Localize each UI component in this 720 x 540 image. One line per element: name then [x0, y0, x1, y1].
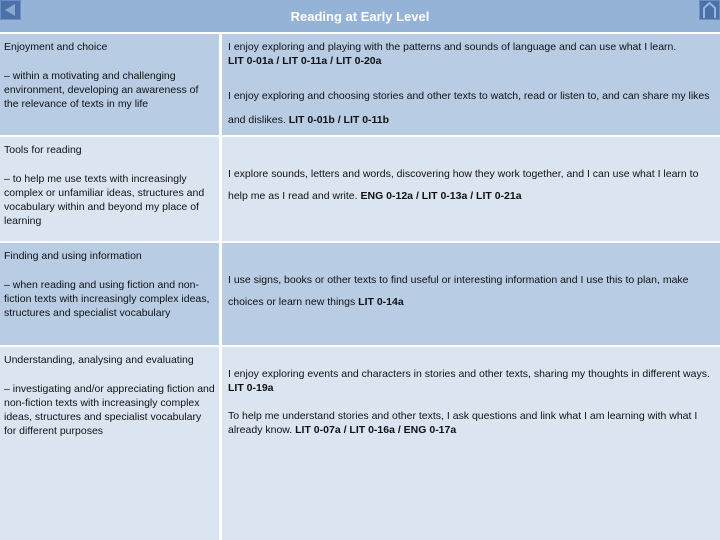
statement: I enjoy exploring and playing with the patterns and sounds of language and can use what I learn. LIT 0-01a / LIT 0-11a / LIT 0-20a	[228, 41, 677, 67]
row-title: Tools for reading	[4, 144, 82, 156]
row-title: Finding and using information	[4, 250, 142, 262]
code: LIT 0-07a / LIT 0-16a / ENG 0-17a	[295, 424, 457, 436]
row-description: – to help me use texts with increasingly complex or unfamiliar ideas, structures and vocabulary within and beyond my place of learning	[4, 173, 205, 227]
row-description: – within a motivating and challenging environment, developing an awareness of the relevance of texts in my life	[4, 70, 199, 110]
back-arrow-icon[interactable]	[0, 0, 21, 20]
home-icon[interactable]	[699, 0, 720, 20]
row-enjoyment	[0, 34, 720, 135]
code: LIT 0-19a	[228, 382, 274, 394]
statement: To help me understand stories and other texts, I ask questions and link what I am learning with what I already know. LIT 0-07a / LIT 0-16a / ENG 0-17a	[228, 410, 698, 436]
row-title: Enjoyment and choice	[4, 41, 108, 53]
page-title: Reading at Early Level	[290, 9, 430, 24]
row-understanding	[0, 347, 720, 540]
row-title: Understanding, analysing and evaluating	[4, 354, 194, 366]
code: LIT 0-01b / LIT 0-11b	[288, 114, 390, 126]
statement: I enjoy exploring and choosing stories and other texts to watch, read or listen to, and can share my likes and dislikes. LIT 0-01b / LIT 0-11b	[228, 90, 710, 126]
row-tools	[0, 137, 720, 241]
statement: I explore sounds, letters and words, discovering how they work together, and I can use what I learn to help me as I read and write. ENG 0-12a / LIT 0-13a / LIT 0-21a	[228, 168, 699, 202]
row-description: – when reading and using fiction and non-fiction texts with increasingly complex ideas, structures and specialist vocabulary	[4, 279, 210, 319]
statement: I use signs, books or other texts to find useful or interesting information and I use this to plan, make choices or learn new things LIT 0-14a	[228, 274, 689, 308]
page-header	[0, 0, 720, 32]
code: ENG 0-12a / LIT 0-13a / LIT 0-21a	[360, 190, 522, 202]
code: LIT 0-14a	[358, 296, 404, 308]
row-finding	[0, 243, 720, 345]
statement: I enjoy exploring events and characters in stories and other texts, sharing my thoughts in different ways. LIT 0-19a	[228, 368, 710, 394]
row-description: – investigating and/or appreciating fiction and non-fiction texts with increasingly complex ideas, structures and specialist vocabulary for different purposes	[4, 383, 215, 437]
code: LIT 0-01a / LIT 0-11a / LIT 0-20a	[228, 55, 382, 67]
